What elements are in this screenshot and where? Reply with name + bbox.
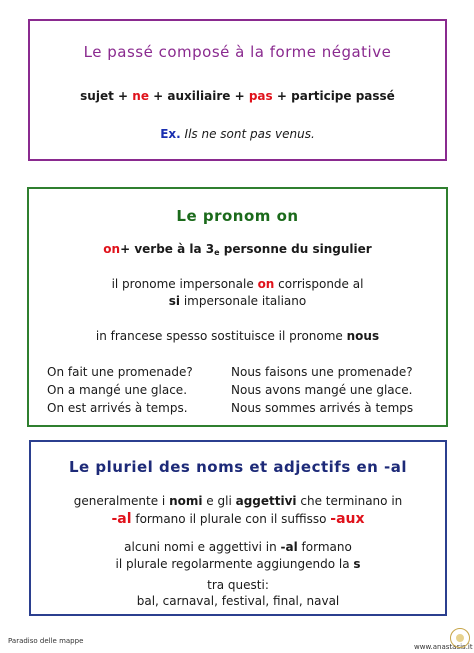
footer-website: www.anastasis.it [414, 643, 473, 651]
example-on: On fait une promenade? [47, 365, 193, 379]
p2-aux: -aux [330, 511, 365, 527]
box2-line3 [29, 329, 446, 343]
formula-plus: + [118, 89, 129, 103]
box3-title: Le pluriel des noms et adjectifs en -al [68, 458, 408, 476]
formula-pas: pas [248, 89, 273, 103]
box2-line2 [29, 294, 446, 308]
p1-text: generalmente i [73, 494, 170, 508]
example-nous: Nous avons mangé une glace. [231, 383, 413, 397]
box3-p6: bal, carnaval, festival, final, naval [136, 594, 340, 608]
line1-tail: corrisponde al [274, 277, 364, 291]
example-on: On a mangé une glace. [47, 383, 188, 397]
box2-line1 [29, 277, 446, 291]
line3-nous: nous [346, 329, 380, 343]
line2-tail: impersonale italiano [180, 294, 307, 308]
line3-text: in francese spesso sostituisce il pronome [95, 329, 347, 343]
passe-compose-box [28, 19, 447, 161]
formula-sujet: sujet [80, 89, 114, 103]
rule-tail: personne du singulier [219, 242, 372, 256]
box1-example [30, 127, 445, 141]
anastasis-logo-icon [450, 628, 470, 648]
formula-plus: + [276, 89, 287, 103]
box3-p4 [31, 557, 445, 571]
formula-ne: ne [132, 89, 149, 103]
rule-text: + verbe à la 3 [120, 242, 215, 256]
rule-on: on [103, 242, 121, 256]
line1-on: on [257, 277, 275, 291]
formula-plus: + [153, 89, 164, 103]
pluriel-al-box [29, 440, 447, 616]
p3-al: -al [280, 540, 298, 554]
examples-on-column [47, 363, 193, 417]
formula-auxiliaire: auxiliaire [167, 89, 231, 103]
p2-text: formano il plurale con il suffisso [131, 512, 331, 526]
p4-s: s [353, 557, 361, 571]
example-label: Ex. [160, 127, 181, 141]
examples-nous-column [231, 363, 413, 417]
p2-al: -al [111, 511, 132, 527]
box2-title: Le pronom on [176, 207, 299, 225]
p3-text: alcuni nomi e aggettivi in [124, 540, 281, 554]
p1-aggettivi: aggettivi [235, 494, 297, 508]
box3-p1 [31, 494, 445, 508]
example-text: Ils ne sont pas venus. [184, 127, 315, 141]
box1-formula [30, 89, 445, 103]
line2-si: si [168, 294, 181, 308]
box3-p5: tra questi: [207, 578, 269, 592]
formula-plus: + [234, 89, 245, 103]
p1-nomi: nomi [169, 494, 203, 508]
p3-tail: formano [297, 540, 352, 554]
p1-tail: che terminano in [296, 494, 403, 508]
example-nous: Nous sommes arrivés à temps [231, 401, 414, 415]
p4-text: il plurale regolarmente aggiungendo la [115, 557, 354, 571]
formula-participe: participe passé [291, 89, 395, 103]
example-nous: Nous faisons une promenade? [231, 365, 413, 379]
p1-mid: e gli [202, 494, 236, 508]
line1-text: il pronome impersonale [111, 277, 258, 291]
box3-p2 [31, 511, 445, 527]
pronom-on-box [27, 187, 448, 427]
box3-p3 [31, 540, 445, 554]
footer-credit: Paradiso delle mappe [8, 637, 84, 645]
box1-title: Le passé composé à la forme négative [83, 43, 392, 61]
box2-rule [29, 242, 446, 257]
rule-sub: e [214, 248, 220, 257]
example-on: On est arrivés à temps. [47, 401, 188, 415]
